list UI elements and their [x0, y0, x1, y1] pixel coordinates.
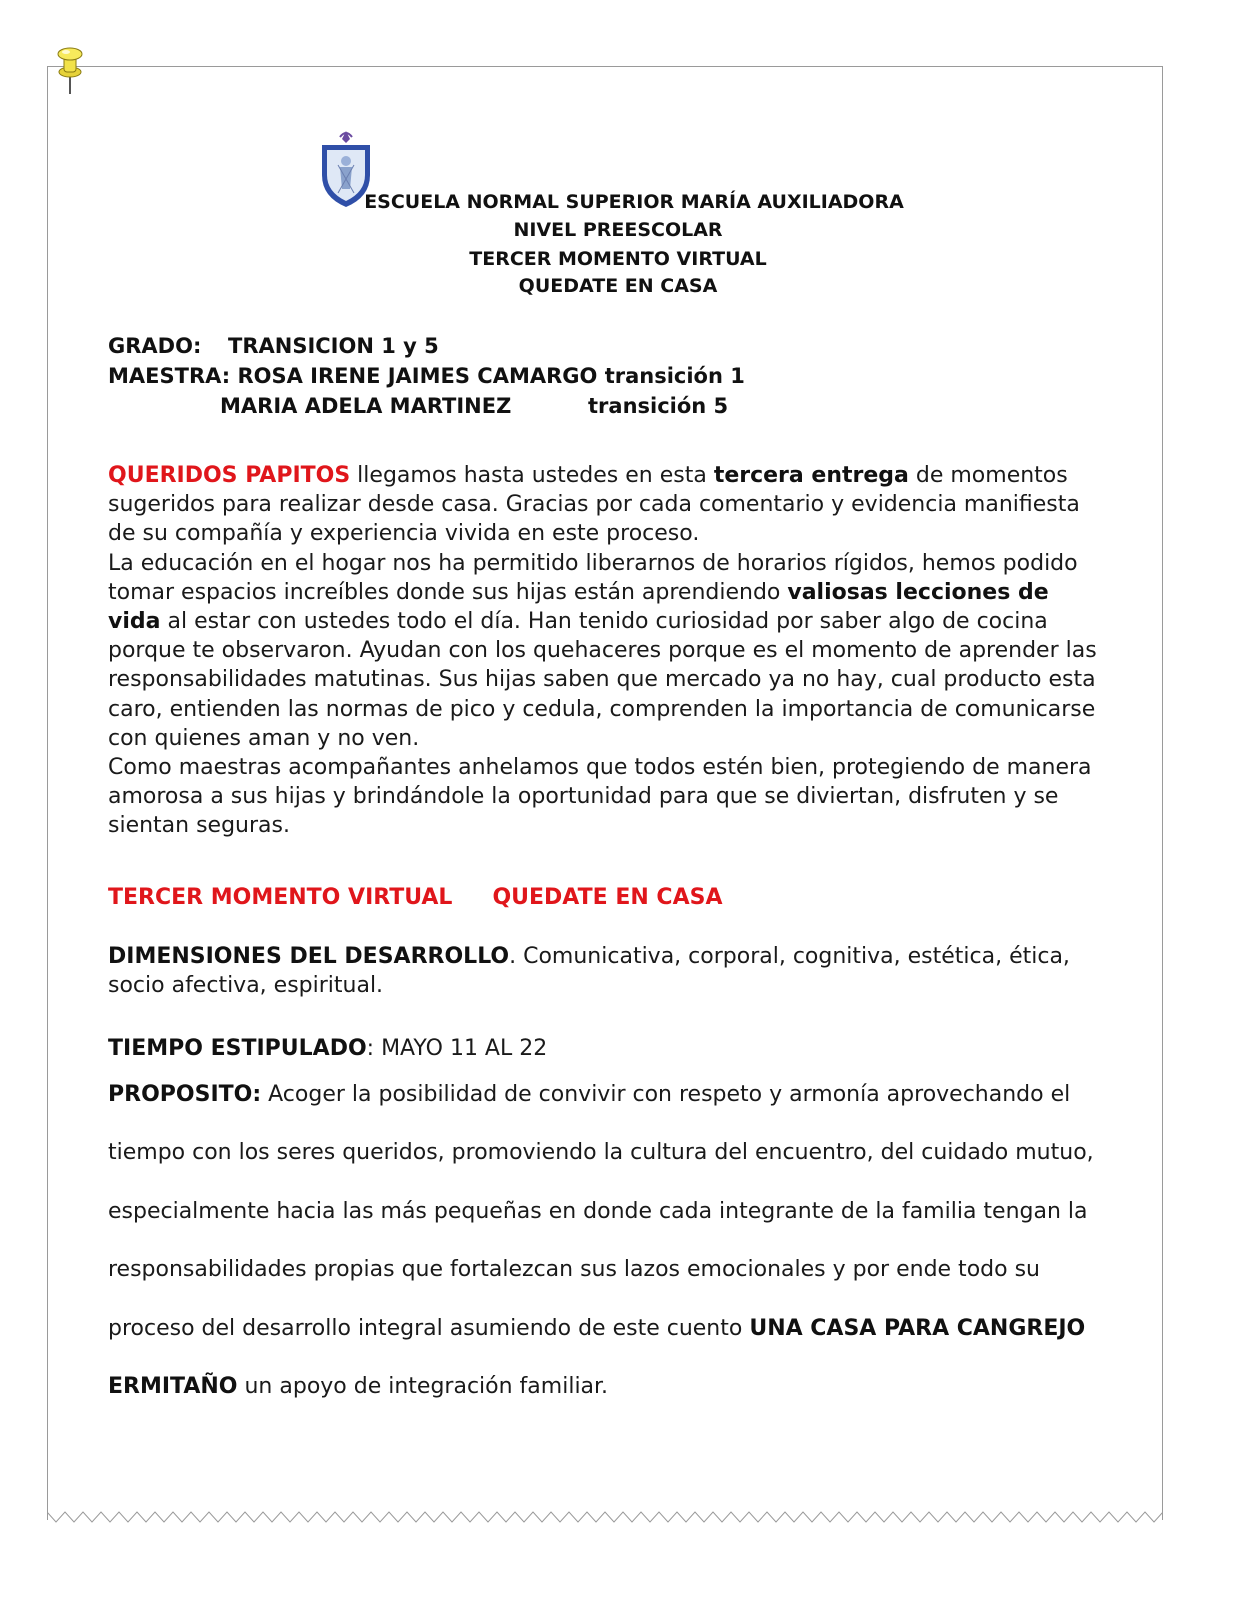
- intro-p2-text-a: La educación en el hogar nos ha permitido liberarnos de horarios rígidos, hemos podido tomar espacios increíbles donde sus hijas están aprendiendo: [108, 550, 1078, 605]
- section-title-a: TERCER MOMENTO VIRTUAL: [108, 885, 453, 910]
- tiempo-label: TIEMPO ESTIPULADO: [108, 1036, 367, 1061]
- proposito-tail: un apoyo de integración familiar.: [237, 1374, 609, 1400]
- proposito-text: Acoger la posibilidad de convivir con respeto y armonía aprovechando el tiempo con los seres queridos, promoviendo la cultura del encuentro, del cuidado mutuo, especialmente hacia las más pequeñas en donde cada integrante de la familia tengan la responsabilidades propias que fortalezcan sus lazos emocionales y por ende todo su proceso del desarrollo integral asumiendo de este cuento: [108, 1082, 1094, 1341]
- intro-p1-text-b: de momentos sugeridos para realizar desde casa. Gracias por cada comentario y evidencia manifiesta de su compañía y experiencia vivida en este proceso.: [108, 463, 1080, 547]
- intro-p2-text-b: al estar con ustedes todo el día. Han tenido curiosidad por saber algo de cocina porque te observaron. Ayudan con los quehaceres porque es el momento de aprender las responsabilidades matutinas. Sus hijas saben que mercado ya no hay, cual producto esta caro, entienden las normas de pico y cedula, comprenden la importancia de comunicarse con quienes aman y no ven.: [108, 609, 1097, 751]
- intro-p1-text-a: llegamos hasta ustedes en esta: [350, 463, 714, 488]
- teacher1-name: ROSA IRENE JAIMES CAMARGO: [237, 364, 598, 388]
- intro-paragraph-3: Como maestras acompañantes anhelamos que todos estén bien, protegiendo de manera amorosa a sus hijas y brindándole la oportunidad para que se diviertan, disfruten y se sientan seguras.: [108, 755, 1092, 839]
- grado-line: [108, 331, 439, 361]
- teacher1-group: transición 1: [604, 364, 745, 388]
- moment-title: TERCER MOMENTO VIRTUAL: [469, 248, 767, 270]
- pushpin-icon: [52, 44, 92, 96]
- intro-p2-bold: valiosas lecciones de vida: [108, 579, 1049, 635]
- greeting: QUERIDOS PAPITOS: [108, 463, 351, 488]
- slogan-title: QUEDATE EN CASA: [518, 275, 718, 297]
- teacher2-name: MARIA ADELA MARTINEZ: [220, 394, 512, 418]
- tiempo-text: : MAYO 11 AL 22: [366, 1036, 548, 1061]
- school-name: ESCUELA NORMAL SUPERIOR MARÍA AUXILIADORA: [364, 191, 904, 213]
- grado-label: GRADO:: [108, 334, 202, 358]
- intro-paragraph-1: [108, 461, 1108, 549]
- maestra-line: [108, 361, 745, 391]
- intro-p1-bold: tercera entrega: [713, 463, 909, 488]
- book-title: UNA CASA PARA CANGREJO ERMITAÑO: [108, 1315, 1086, 1400]
- section-title-b: QUEDATE EN CASA: [492, 885, 723, 910]
- school-level: NIVEL PREESCOLAR: [513, 219, 723, 241]
- maestra-label: MAESTRA:: [108, 364, 231, 388]
- intro-text: [108, 461, 1108, 841]
- dimensiones-label: DIMENSIONES DEL DESARROLLO: [108, 944, 510, 969]
- grado-value: TRANSICION 1 y 5: [228, 334, 439, 358]
- tiempo-block: [108, 1034, 547, 1064]
- dimensiones-block: [108, 942, 1108, 1000]
- section-title: [108, 883, 722, 913]
- proposito-block: [108, 1066, 1108, 1416]
- dimensiones-text: . Comunicativa, corporal, cognitiva, estética, ética, socio afectiva, espiritual.: [108, 944, 1070, 998]
- intro-paragraph-2: [108, 549, 1108, 753]
- teacher2-group: transición 5: [588, 394, 729, 418]
- teacher2-line: [220, 391, 728, 421]
- page-bottom-zigzag-edge: [47, 1510, 1163, 1524]
- proposito-label: PROPOSITO:: [108, 1082, 262, 1107]
